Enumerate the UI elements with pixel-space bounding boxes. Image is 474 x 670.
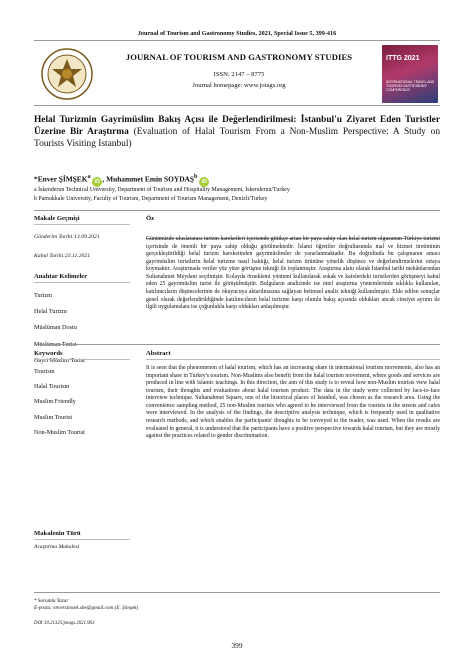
author-email[interactable]: E-posta: enversimsek.sbe@gmail.com (E. Şimşek) bbox=[34, 605, 139, 612]
ozet-section bbox=[146, 215, 440, 312]
cover-title: ITTG 2021 bbox=[386, 55, 420, 62]
article-type-value: Araştırma Makalesi bbox=[34, 544, 80, 550]
divider bbox=[34, 359, 130, 360]
ozet-body: Günümüzde uluslararası turizm hareketleri içerisinde gittikçe artan bir paya sahip olan helal turizm olgusunun Türkiye turizmi içerisinde de önemli bir paya sahip olduğu görülmektedir. İslami öğretiler doğrultusunda mal ve hizmet üretiminin gerçekleştirildiği helal turizm hareketinden gayrimüslimler de yararlanmaktadır. Bu doğrultuda bu çalışmanın amacı gayrimüslim turistlerin helal turizme nasıl baktığı, helal turizm ürününe yönelik düşünce ve değerlendirmelerini ortaya koymaktır. Araştırmada veriler yüz yüze görüşme tekniği ile toplanmıştır. Araştırma alanı olarak İstanbul tarihi mekânlarından Sultanahmet Meydanı seçilmiştir. Kolayda örneklemi yöntemi kullanılarak sokak ve kafelerdeki turistlerden görüşmeyi kabul eden 25 gayrimüslim turist ile görüşülmüştür. Bulguların analizinde ise nitel araştırma yöntemlerinde sıklıkla kullanılan, katılımcıların düşüncelerinin de okuyucuya aktarılmasına sağlayan betimsel analiz tekniği kullanılmıştır. Elde edilen sonuçlar genel olarak değerlendirildiğinde katılımcıların helal turizme karşı olumlu bakış açısında oldukları ancak cinsiyet ayrımı ile ilgili uygulamalara ise çoğunlukla karşı oldukları anlaşılmıştır. bbox=[146, 236, 440, 311]
keyword-item: Gayri Müslim Turist bbox=[34, 356, 85, 364]
article-history bbox=[34, 215, 130, 259]
journal-homepage-link[interactable]: Journal homepage: www.jotags.org bbox=[192, 82, 286, 89]
corresponding-label: * Sorumlu Yazar bbox=[34, 598, 69, 604]
corresponding-author-note bbox=[34, 598, 294, 612]
keyword-item: Turizm bbox=[34, 292, 52, 299]
divider bbox=[34, 282, 130, 283]
conference-cover-image bbox=[382, 45, 438, 103]
affiliation-b: b Pamukkale University, Faculty of Tourism, Department of Tourism Management, Denizli/Turkey bbox=[34, 196, 268, 202]
journal-header bbox=[34, 40, 440, 106]
tr-keywords-heading: Anahtar Kelimeler bbox=[34, 273, 88, 280]
issn: ISSN: 2147 – 8775 bbox=[213, 71, 265, 78]
abstract-heading: Abstract bbox=[146, 350, 171, 357]
divider bbox=[146, 359, 440, 360]
journal-citation-line: Journal of Tourism and Gastronomy Studies, 2021, Special Issue 5, 399-416 bbox=[137, 30, 337, 37]
author-1-affil-mark: a bbox=[87, 174, 91, 180]
divider bbox=[34, 539, 130, 540]
cover-subtitle: INTERNATIONAL TRAVEL AND TOURISM GASTRONOMY CONFERENCE bbox=[386, 80, 435, 92]
divider bbox=[34, 344, 440, 345]
abstract-body: It is seen that the phenomenon of halal tourism, which has an increasing share in international tourism movements, also has an important share in Turkey's tourism. Non-Muslims also benefit from the halal tourism movement, where goods and services are produced in line with Islamic teachings. In this direction, the aim of this study is to reveal how non-Muslim tourists view halal tourism, their thoughts and evaluations about halal tourism product. The data in the study were collected by face-to-face interview technique. Sultanahmet Square, one of the historical places of Istanbul, was chosen as the research area. Using the convenience sampling method, 25 non-Muslim tourists who agreed to be interviewed from the tourists in the streets and cafes were interviewed. In the analysis of the findings, the descriptive analysis technique, which is frequently used in qualitative research methods, and which enables the participants' thoughts to be conveyed to the reader, was used. When the results are evaluated in general, it is understood that the participants have a positive perspective towards halal tourism, but they are mostly against the practices related to gender discrimination. bbox=[146, 365, 440, 440]
doi-link[interactable]: DOI:10.21325/jotags.2021.963 bbox=[34, 621, 95, 626]
orcid-icon[interactable]: iD bbox=[92, 177, 102, 187]
divider bbox=[34, 210, 440, 211]
article-type-heading: Makalenin Türü bbox=[34, 530, 81, 537]
journal-name: JOURNAL OF TOURISM AND GASTRONOMY STUDIES bbox=[125, 52, 353, 62]
author-2-name: , Muhammet Emin SOYDAŞ bbox=[102, 174, 194, 184]
title-english: (Evaluation of Halal Tourism From a Non-Muslim Perspective: A Study on Tourists Visiting Istanbul) bbox=[34, 127, 441, 150]
divider bbox=[34, 592, 440, 593]
orcid-icon[interactable]: iD bbox=[199, 177, 209, 187]
english-keywords bbox=[34, 350, 130, 436]
keyword-item: Non-Muslim Tourist bbox=[34, 428, 85, 436]
keyword-item: Tourism bbox=[34, 368, 55, 375]
author-1-name: *Enver ŞİMŞEK bbox=[34, 174, 88, 184]
page-number: 399 bbox=[231, 641, 243, 650]
submission-date: Gönderim Tarihi:13.09.2021 bbox=[34, 234, 100, 240]
affiliation-a: a İskenderun Technical University, Department of Tourism and Hospitality Management, İskenderun/Turkey bbox=[34, 187, 290, 193]
history-heading: Makale Geçmişi bbox=[34, 215, 80, 222]
keyword-item: Muslim Friendly bbox=[34, 398, 76, 406]
keyword-item: Müslüman Turist bbox=[34, 340, 77, 348]
author-line bbox=[34, 174, 440, 187]
ozet-heading: Öz bbox=[146, 215, 155, 222]
article-type bbox=[34, 530, 130, 550]
keywords-heading: Keywords bbox=[34, 350, 63, 357]
keyword-item: Müslüman Dostu bbox=[34, 324, 77, 332]
university-seal-logo bbox=[40, 47, 94, 101]
author-2-affil-mark: b bbox=[193, 174, 198, 180]
abstract-section bbox=[146, 350, 440, 441]
title-turkish: Helal Turizmin Gayrimüslim Bakış Açısı ile Değerlendirilmesi: İstanbul'u Ziyaret Eden Turistler Üzerine Bir Araştırma bbox=[34, 115, 440, 138]
article-title bbox=[34, 114, 440, 151]
acceptance-date: Kabul Tarihi:23.11.2021 bbox=[34, 253, 91, 259]
journal-info bbox=[104, 41, 374, 107]
divider bbox=[34, 224, 130, 225]
keyword-item: Helal Turizm bbox=[34, 308, 67, 316]
keyword-item: Muslim Tourist bbox=[34, 413, 73, 421]
keyword-item: Halal Tourism bbox=[34, 383, 70, 391]
